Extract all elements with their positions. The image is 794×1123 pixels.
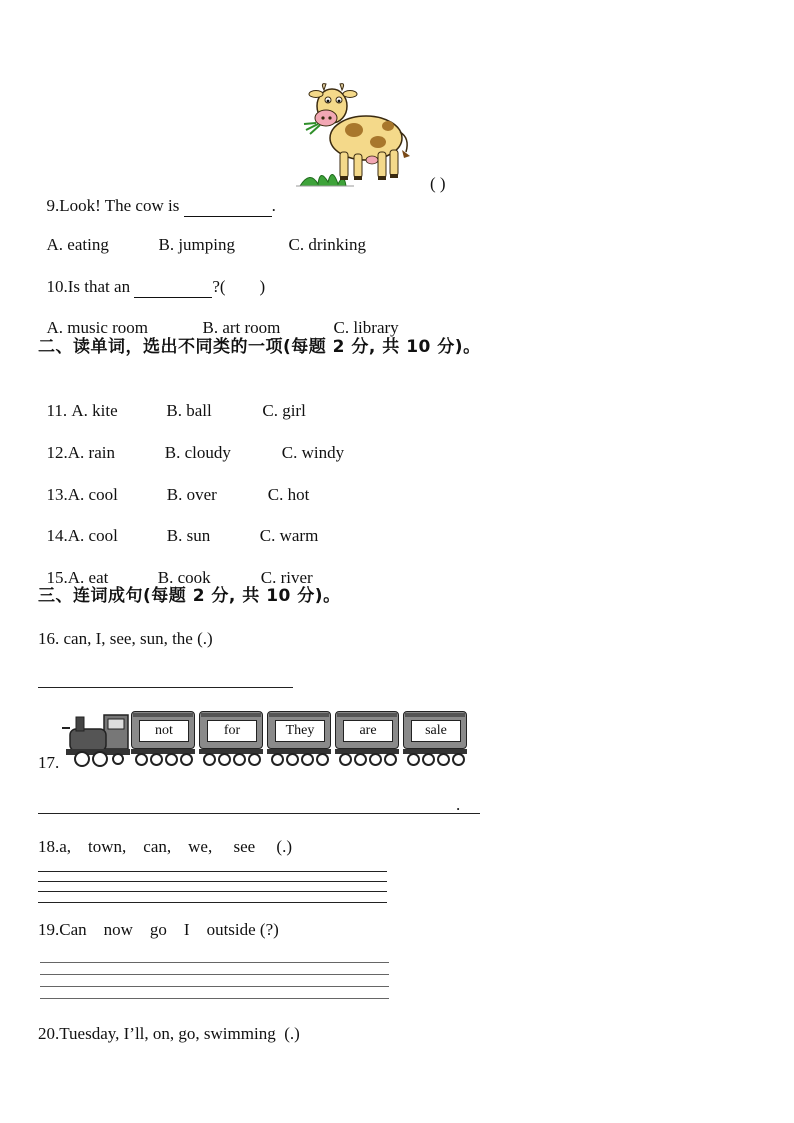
writing-line-3[interactable] — [40, 986, 389, 987]
section-3-heading: 三、连词成句(每题 2 分, 共 10 分)。 — [38, 586, 341, 606]
question-16-text: 16. can, I, see, sun, the (.) — [38, 629, 213, 648]
wheel-icon — [354, 753, 367, 766]
question-14 — [38, 503, 318, 547]
option-a: A. rain — [67, 443, 115, 462]
option-b: B. over — [166, 485, 217, 504]
question-18-text: 18.a, town, can, we, see (.) — [38, 837, 292, 856]
option-c: C. windy — [281, 443, 345, 462]
wheel-icon — [407, 753, 420, 766]
question-15 — [38, 545, 313, 589]
question-13 — [38, 462, 309, 506]
train-car-roof — [337, 713, 397, 717]
wheel-icon — [165, 753, 178, 766]
wheel-icon — [437, 753, 450, 766]
train-car-3 — [267, 711, 331, 767]
writing-line-4[interactable] — [40, 998, 389, 999]
wheel-icon — [248, 753, 261, 766]
wheel-icon — [180, 753, 193, 766]
question-19-text: 19.Can now go I outside (?) — [38, 920, 279, 939]
question-9 — [38, 173, 276, 217]
question-9-text: 9.Look! The cow is — [46, 196, 184, 215]
option-c: C. drinking — [288, 235, 366, 254]
option-a: A. music room — [46, 318, 149, 337]
train-car-roof — [405, 713, 465, 717]
option-a: A. cool — [67, 526, 118, 545]
wheel-icon — [452, 753, 465, 766]
option-a: A. kite — [71, 401, 118, 420]
question-11 — [38, 378, 306, 422]
option-a: A. eating — [46, 235, 109, 254]
question-17-period: . — [456, 795, 461, 814]
question-9-suffix: . — [271, 196, 276, 215]
train-car-word: sale — [411, 720, 461, 742]
option-c: C. warm — [259, 526, 319, 545]
writing-line-2[interactable] — [38, 881, 387, 882]
writing-line-1[interactable] — [40, 962, 389, 963]
answer-line[interactable] — [38, 813, 479, 814]
question-10 — [38, 254, 265, 298]
section-2-heading: 二、读单词，选出不同类的一项(每题 2 分, 共 10 分)。 — [38, 337, 481, 357]
option-b: B. cook — [157, 568, 211, 587]
question-number: 11. — [46, 401, 72, 420]
train-car-2 — [199, 711, 263, 767]
option-c: C. river — [260, 568, 313, 587]
option-c: C. library — [333, 318, 399, 337]
question-9-answer-paren[interactable]: ( ) — [430, 174, 446, 193]
question-number: 13. — [46, 485, 68, 504]
question-number: 12. — [46, 443, 68, 462]
wheel-icon — [271, 753, 284, 766]
wheel-icon — [422, 753, 435, 766]
writing-line-3[interactable] — [38, 891, 387, 892]
wheel-icon — [135, 753, 148, 766]
option-a: A. cool — [67, 485, 118, 504]
option-c: C. girl — [262, 401, 306, 420]
answer-line[interactable] — [38, 687, 293, 688]
wheel-icon — [316, 753, 329, 766]
locomotive-icon — [62, 715, 130, 766]
wheel-icon — [369, 753, 382, 766]
option-b: B. art room — [202, 318, 281, 337]
question-number: 15. — [46, 568, 68, 587]
train-car-4 — [335, 711, 399, 767]
question-12 — [38, 420, 344, 464]
option-b: B. ball — [166, 401, 212, 420]
train-car-word: They — [275, 720, 325, 742]
question-9-options — [38, 212, 366, 256]
question-10-options — [38, 295, 399, 339]
cow-illustration — [296, 82, 420, 190]
option-b: B. jumping — [158, 235, 236, 254]
train-car-roof — [201, 713, 261, 717]
train-car-word: for — [207, 720, 257, 742]
wheel-icon — [233, 753, 246, 766]
question-number: 14. — [46, 526, 68, 545]
wheel-icon — [301, 753, 314, 766]
question-17-number: 17. — [38, 753, 60, 772]
wheel-icon — [150, 753, 163, 766]
wheel-icon — [384, 753, 397, 766]
wheel-icon — [203, 753, 216, 766]
train-car-roof — [269, 713, 329, 717]
train-car-1 — [131, 711, 195, 767]
option-a: A. eat — [67, 568, 109, 587]
writing-line-1[interactable] — [38, 871, 387, 872]
wheel-icon — [339, 753, 352, 766]
question-20-text: 20.Tuesday, I’ll, on, go, swimming (.) — [38, 1024, 300, 1043]
option-b: B. sun — [166, 526, 211, 545]
wheel-icon — [286, 753, 299, 766]
question-10-suffix: ?( ) — [212, 277, 266, 296]
train-car-5 — [403, 711, 467, 767]
train-car-word: not — [139, 720, 189, 742]
writing-line-4[interactable] — [38, 902, 387, 903]
option-c: C. hot — [267, 485, 310, 504]
option-b: B. cloudy — [164, 443, 231, 462]
wheel-icon — [218, 753, 231, 766]
writing-line-2[interactable] — [40, 974, 389, 975]
train-car-word: are — [343, 720, 393, 742]
train-car-roof — [133, 713, 193, 717]
question-10-text: 10.Is that an — [46, 277, 135, 296]
answer-line-end — [462, 813, 480, 814]
